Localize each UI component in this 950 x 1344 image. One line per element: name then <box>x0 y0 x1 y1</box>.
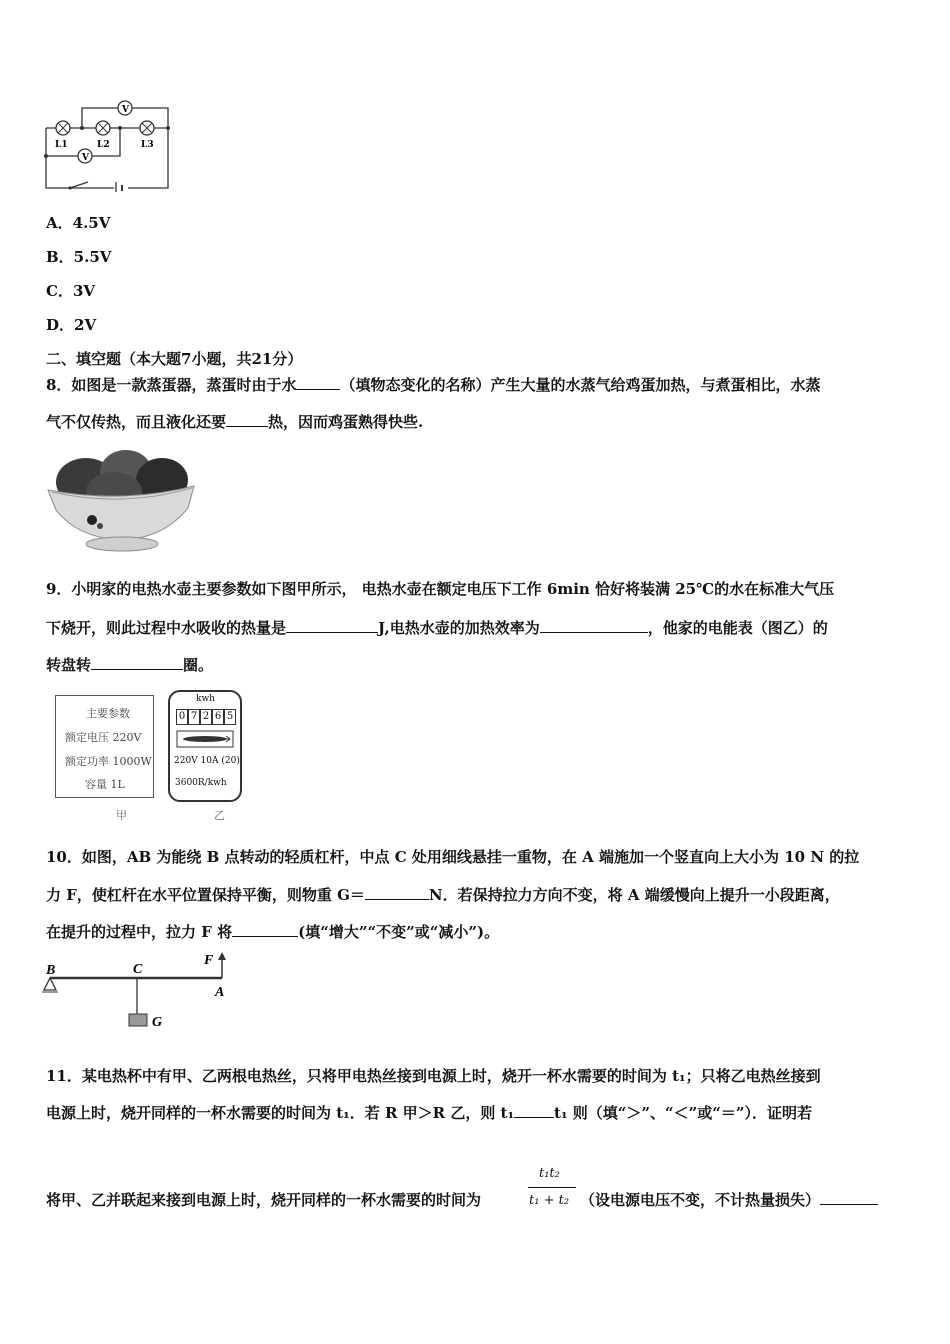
meter-disc-icon <box>176 730 234 748</box>
params-box <box>55 695 154 798</box>
q10-text: 在提升的过程中，拉力 F 将 <box>46 923 233 941</box>
q10-text: 力 F，使杠杆在水平位置保持平衡，则物重 G＝ <box>46 886 365 904</box>
q9-line3 <box>46 654 213 675</box>
q8-line2 <box>46 411 423 432</box>
meter-digit: 0 <box>176 709 188 725</box>
label-g: G <box>152 1015 163 1030</box>
caption-jia: 甲 <box>116 809 127 822</box>
q11-text: （设电源电压不变，不计热量损失） <box>580 1191 821 1209</box>
answer-blank <box>232 922 298 937</box>
answer-blank <box>296 375 340 390</box>
q11-text: t₁ 则（填“＞”、“＜”或“＝”）．证明若 <box>554 1104 813 1122</box>
meter-unit: kwh <box>196 694 215 704</box>
option-b: B．5.5V <box>46 248 112 266</box>
meter-rev: 3600R/kwh <box>175 778 227 788</box>
q9-text: 圈。 <box>183 656 214 674</box>
meter-digit: 5 <box>224 709 236 725</box>
circuit-diagram <box>40 92 175 192</box>
params-voltage: 额定电压 220V <box>65 731 142 744</box>
q9-text: 下烧开，则此过程中水吸收的热量是 <box>46 619 287 637</box>
q11-text: 电源上时，烧开同样的一杯水需要的时间为 t₁．若 R 甲＞R 乙，则 t₁ <box>46 1104 515 1122</box>
fraction-denominator: t₁ + t₂ <box>529 1193 570 1208</box>
answer-blank <box>540 618 648 633</box>
q9-text: J,电热水壶的加热效率为 <box>378 619 540 637</box>
q10-line3 <box>46 921 499 942</box>
answer-blank <box>286 618 378 633</box>
q9-text: 转盘转 <box>46 656 92 674</box>
label-b: B <box>46 963 56 978</box>
q8-text: （填物态变化的名称）产生大量的水蒸气给鸡蛋加热，与煮蛋相比，水蒸 <box>340 376 821 394</box>
q10-text: N．若保持拉力方向不变，将 A 端缓慢向上提升一小段距离， <box>428 886 840 904</box>
q9-text: ，他家的电能表（图乙）的 <box>647 619 828 637</box>
params-capacity: 容量 1L <box>85 778 125 791</box>
q9-line2 <box>46 617 828 638</box>
label-a: A <box>215 985 225 1000</box>
answer-blank <box>514 1103 554 1118</box>
egg-steamer-image <box>44 442 199 554</box>
q10-text: (填“增大”“不变”或“减小”)。 <box>298 923 500 941</box>
q8-line1 <box>46 374 820 395</box>
q11-line2 <box>46 1102 812 1123</box>
lever-diagram <box>40 950 240 1032</box>
meter-digit: 7 <box>188 709 200 725</box>
fraction-numerator: t₁t₂ <box>539 1166 560 1181</box>
q10-line2 <box>46 884 840 905</box>
option-d: D．2V <box>46 316 97 334</box>
q11-line3-b <box>580 1189 878 1210</box>
answer-blank <box>226 412 268 427</box>
option-a: A．4.5V <box>46 214 111 232</box>
q8-text: 8．如图是一款蒸蛋器，蒸蛋时由于水 <box>46 376 297 394</box>
caption-yi: 乙 <box>214 809 225 822</box>
answer-blank <box>365 885 429 900</box>
lamp-label: L1 <box>55 140 68 150</box>
answer-blank <box>820 1190 878 1205</box>
label-c: C <box>133 962 143 977</box>
option-c: C．3V <box>46 282 96 300</box>
meter-spec: 220V 10A (20) <box>174 756 240 766</box>
answer-blank <box>91 655 183 670</box>
meter-digits <box>176 709 236 725</box>
voltmeter-label: V <box>82 153 89 163</box>
q11-line3-a: 将甲、乙并联起来接到电源上时，烧开同样的一杯水需要的时间为 <box>46 1191 482 1209</box>
q9-line1: 9．小明家的电热水壶主要参数如下图甲所示， 电热水壶在额定电压下工作 6min 恰好将装满 25℃的水在标准大气压 <box>46 580 835 598</box>
voltmeter-label: V <box>122 105 129 115</box>
q10-line1: 10．如图，AB 为能绕 B 点转动的轻质杠杆，中点 C 处用细线悬挂一重物，在 A 端施加一个竖直向上大小为 10 N 的拉 <box>46 848 860 866</box>
params-title: 主要参数 <box>86 707 130 720</box>
meter-digit: 6 <box>212 709 224 725</box>
q11-line1: 11．某电热杯中有甲、乙两根电热丝，只将甲电热丝接到电源上时，烧开一杯水需要的时间为 t₁；只将乙电热丝接到 <box>46 1067 821 1085</box>
lamp-label: L3 <box>141 140 154 150</box>
q8-text: 气不仅传热，而且液化还要 <box>46 413 227 431</box>
q8-text: 热，因而鸡蛋熟得快些. <box>268 413 424 431</box>
meter-digit: 2 <box>200 709 212 725</box>
electricity-meter <box>168 690 242 802</box>
fraction-bar <box>528 1187 576 1188</box>
label-f: F <box>204 953 214 968</box>
lamp-label: L2 <box>97 140 110 150</box>
params-power: 额定功率 1000W <box>65 755 152 768</box>
section-title: 二、填空题（本大题7小题，共21分） <box>46 350 303 368</box>
